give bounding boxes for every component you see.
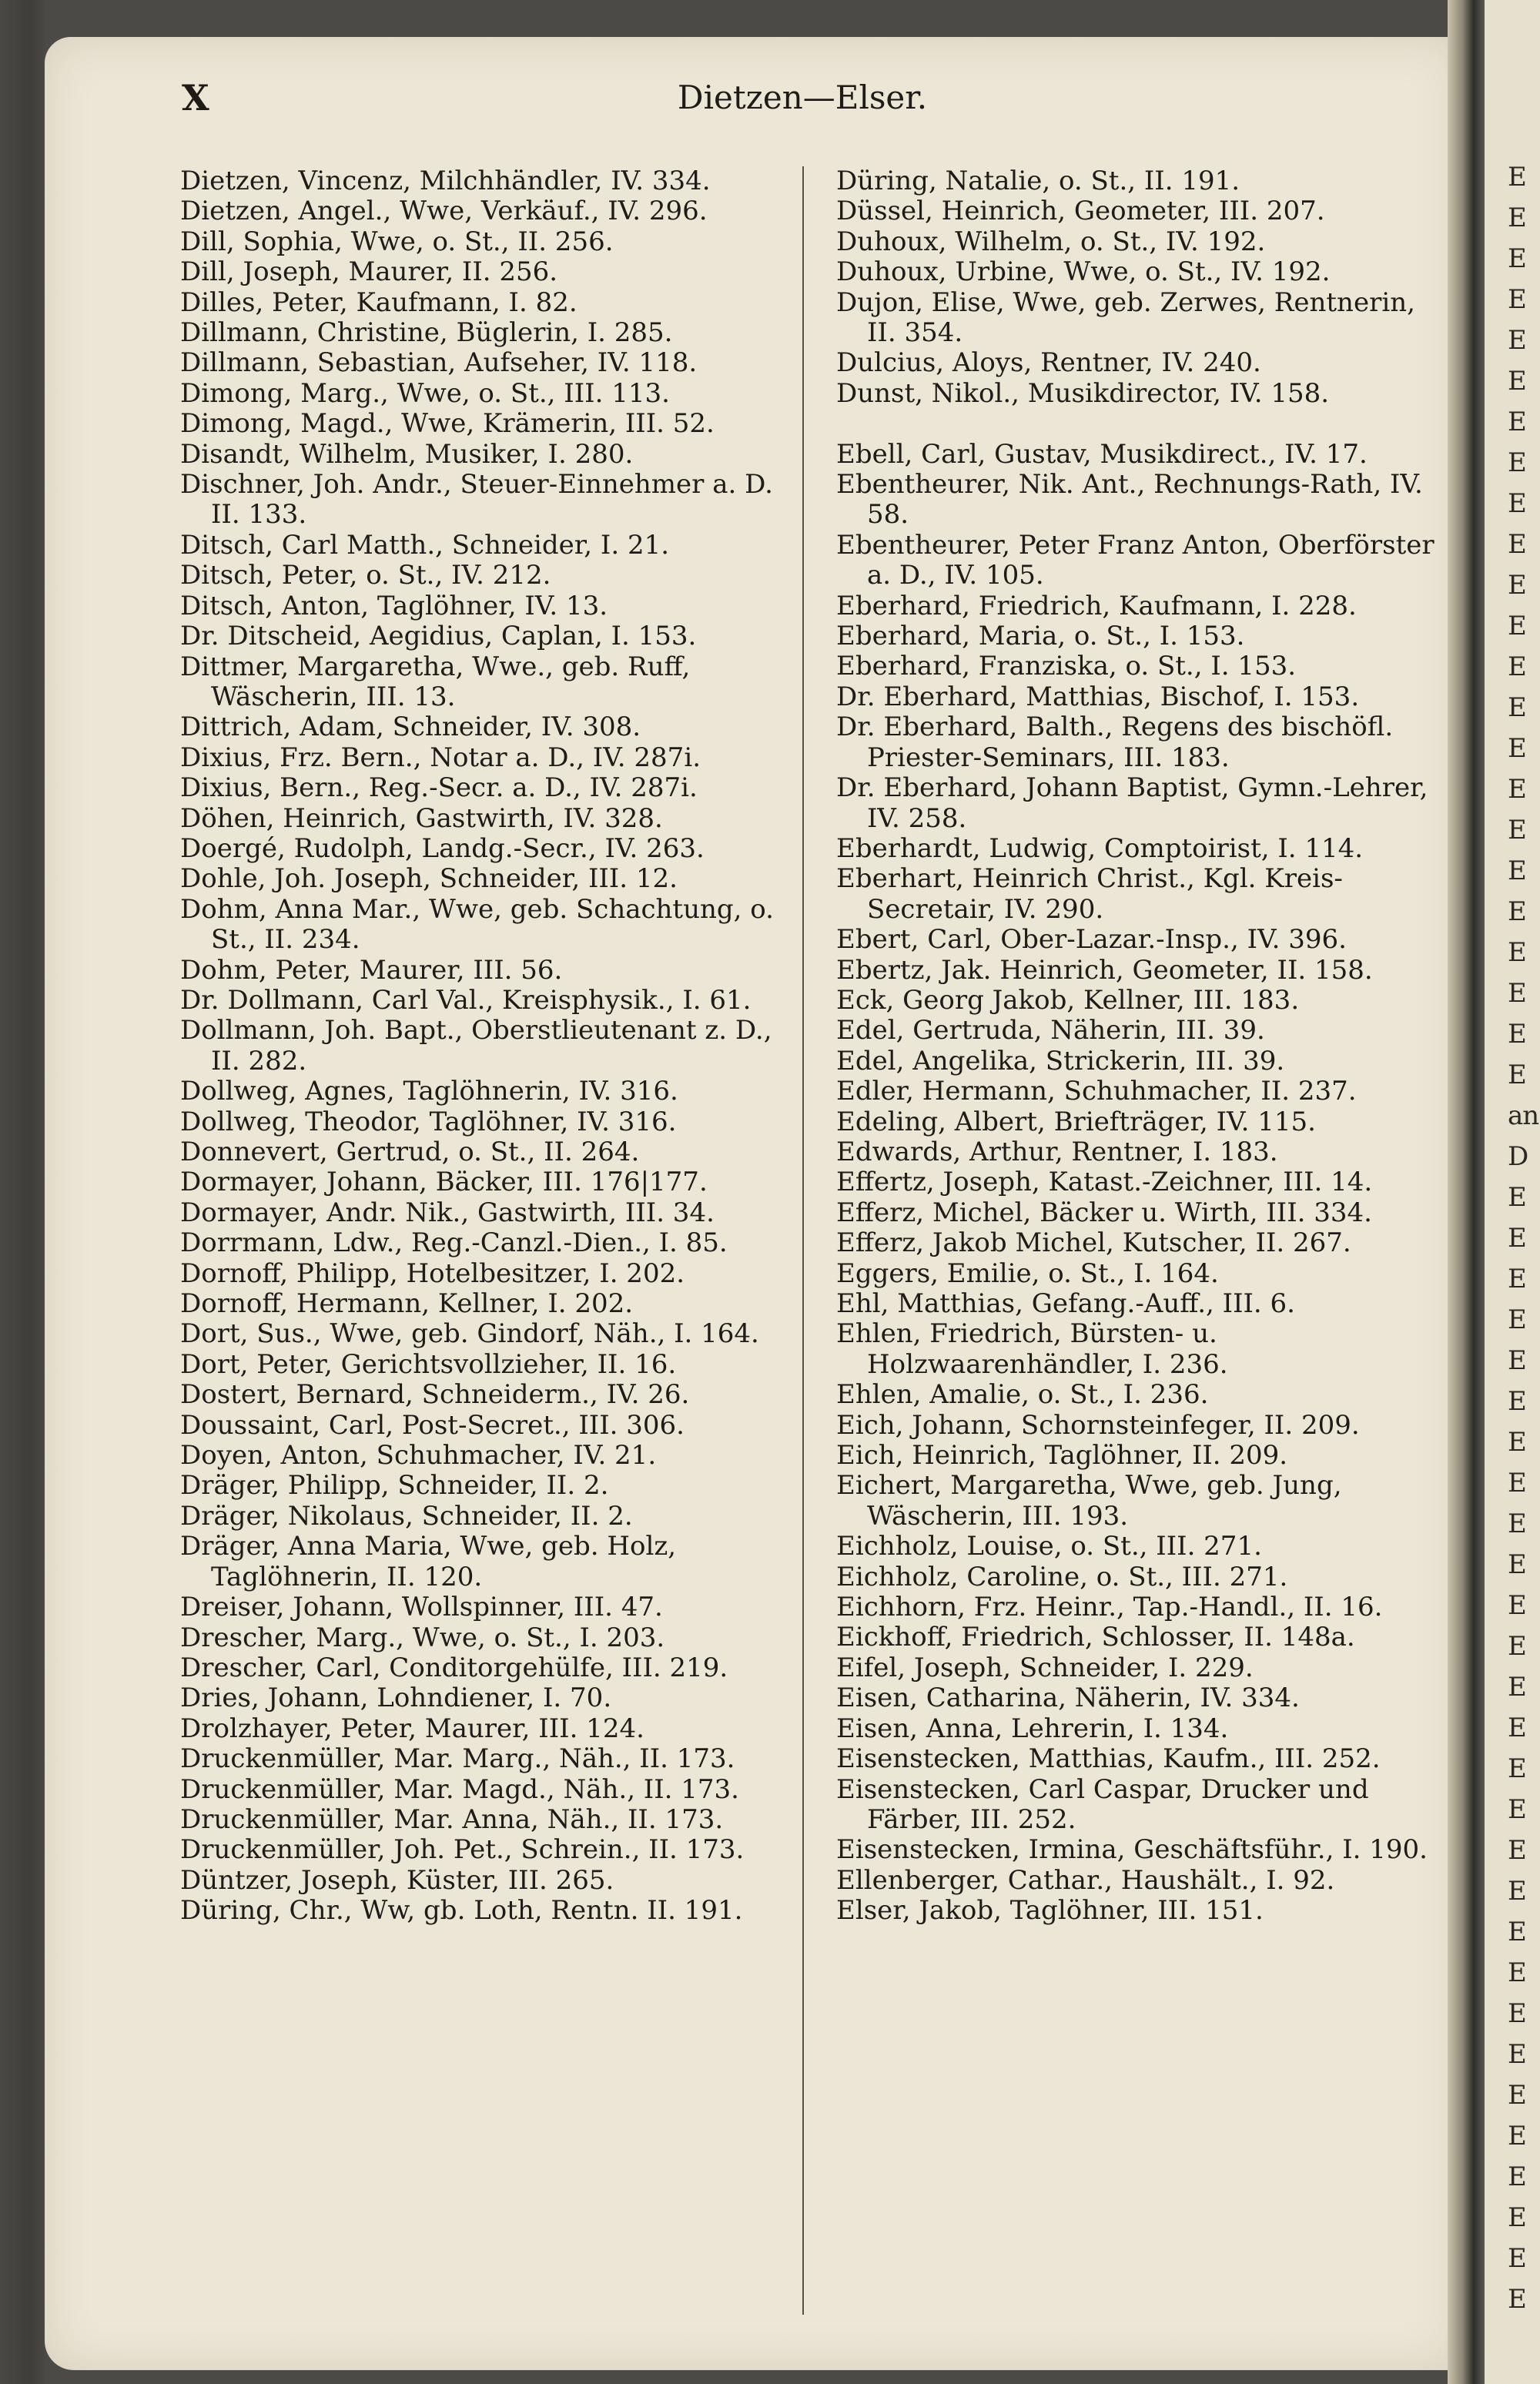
next-page-fragment: E bbox=[1508, 774, 1526, 805]
next-page-fragment: E bbox=[1508, 2202, 1526, 2233]
directory-entry: Dräger, Anna Maria, Wwe, geb. Holz, Taglöhnerin, II. 120. bbox=[180, 1532, 677, 1592]
directory-entry: Edwards, Arthur, Rentner, I. 183. bbox=[836, 1137, 1278, 1167]
directory-entry: Edeling, Albert, Briefträger, IV. 115. bbox=[836, 1107, 1316, 1137]
next-page-fragment: E bbox=[1508, 366, 1526, 397]
next-page-fragment: E bbox=[1508, 2080, 1526, 2111]
next-page-fragment: E bbox=[1508, 1508, 1526, 1539]
next-page-fragment: E bbox=[1508, 1304, 1526, 1335]
directory-entry: Eichholz, Caroline, o. St., III. 271. bbox=[836, 1562, 1288, 1592]
next-page-fragment: E bbox=[1508, 1957, 1526, 1988]
directory-entry: Düring, Chr., Ww, gb. Loth, Rentn. II. 191. bbox=[180, 1896, 743, 1927]
directory-entry: Dort, Sus., Wwe, geb. Gindorf, Näh., I. 164. bbox=[180, 1319, 759, 1350]
left-column bbox=[180, 166, 796, 1927]
next-page-fragment: D bbox=[1508, 1141, 1528, 1172]
directory-entry: Druckenmüller, Joh. Pet., Schrein., II. 173. bbox=[180, 1835, 745, 1866]
next-page-fragment: E bbox=[1508, 1631, 1526, 1662]
directory-entry: Dohm, Peter, Maurer, III. 56. bbox=[180, 955, 563, 986]
directory-entry: Ebell, Carl, Gustav, Musikdirect., IV. 17. bbox=[836, 439, 1368, 470]
next-page-fragment: E bbox=[1508, 243, 1526, 274]
directory-entry: Ebentheurer, Peter Franz Anton, Oberförster a. D., IV. 105. bbox=[836, 530, 1435, 591]
directory-entry: Ehl, Matthias, Gefang.-Auff., III. 6. bbox=[836, 1289, 1295, 1320]
directory-entry: Ebentheurer, Nik. Ant., Rechnungs-Rath, IV. 58. bbox=[836, 470, 1423, 531]
directory-entry: Dulcius, Aloys, Rentner, IV. 240. bbox=[836, 348, 1261, 379]
directory-entry: Eisenstecken, Carl Caspar, Drucker und Färber, III. 252. bbox=[836, 1774, 1369, 1835]
directory-entry: Eich, Johann, Schornsteinfeger, II. 209. bbox=[836, 1410, 1360, 1441]
directory-entry: Ditsch, Anton, Taglöhner, IV. 13. bbox=[180, 591, 608, 621]
directory-entry: Eberhart, Heinrich Christ., Kgl. Kreis-Secretair, IV. 290. bbox=[836, 864, 1343, 925]
directory-entry: Dillmann, Christine, Büglerin, I. 285. bbox=[180, 318, 673, 349]
directory-entry: Dorrmann, Ldw., Reg.-Canzl.-Dien., I. 85. bbox=[180, 1228, 728, 1259]
directory-entry: Dollweg, Agnes, Taglöhnerin, IV. 316. bbox=[180, 1076, 678, 1107]
next-page-fragment: E bbox=[1508, 2243, 1526, 2274]
directory-entry: Dostert, Bernard, Schneiderm., IV. 26. bbox=[180, 1380, 690, 1411]
directory-entry: Eichholz, Louise, o. St., III. 271. bbox=[836, 1532, 1262, 1562]
directory-entry: Elser, Jakob, Taglöhner, III. 151. bbox=[836, 1896, 1264, 1927]
directory-entry: Drescher, Carl, Conditorgehülfe, III. 219. bbox=[180, 1652, 728, 1683]
directory-entry: Eberhard, Maria, o. St., I. 153. bbox=[836, 621, 1245, 652]
next-page-fragment: an bbox=[1508, 1100, 1539, 1131]
directory-entry: Dohle, Joh. Joseph, Schneider, III. 12. bbox=[180, 864, 678, 895]
directory-entry: Ebert, Carl, Ober-Lazar.-Insp., IV. 396. bbox=[836, 925, 1347, 956]
next-page-fragment: E bbox=[1508, 1019, 1526, 1050]
directory-entry: Eifel, Joseph, Schneider, I. 229. bbox=[836, 1652, 1254, 1683]
directory-entry: Dietzen, Vincenz, Milchhändler, IV. 334. bbox=[180, 166, 711, 196]
book-gutter bbox=[1448, 0, 1485, 2384]
next-page-fragment: E bbox=[1508, 1549, 1526, 1580]
next-page-fragment: E bbox=[1508, 733, 1526, 764]
directory-entry: Düntzer, Joseph, Küster, III. 265. bbox=[180, 1865, 614, 1896]
directory-entry: Ehlen, Friedrich, Bürsten- u. Holzwaarenhändler, I. 236. bbox=[836, 1319, 1228, 1380]
directory-entry: Eisenstecken, Matthias, Kaufm., III. 252. bbox=[836, 1744, 1381, 1775]
next-page-fragment: E bbox=[1508, 1223, 1526, 1254]
next-page-fragment: E bbox=[1508, 162, 1526, 193]
directory-entry: Effertz, Joseph, Katast.-Zeichner, III. 14. bbox=[836, 1167, 1373, 1198]
directory-entry: Ellenberger, Cathar., Haushält., I. 92. bbox=[836, 1865, 1335, 1896]
directory-entry: Dornoff, Philipp, Hotelbesitzer, I. 202. bbox=[180, 1258, 685, 1289]
next-page-fragment: E bbox=[1508, 1386, 1526, 1417]
directory-entry: Ebertz, Jak. Heinrich, Geometer, II. 158. bbox=[836, 955, 1373, 986]
next-page-fragment: E bbox=[1508, 2284, 1526, 2315]
next-page-fragment: E bbox=[1508, 1427, 1526, 1458]
directory-entry: Eberhard, Franziska, o. St., I. 153. bbox=[836, 651, 1297, 682]
next-page-fragment: E bbox=[1508, 1835, 1526, 1866]
directory-entry: Dr. Ditscheid, Aegidius, Caplan, I. 153. bbox=[180, 621, 697, 652]
directory-entry: Eisenstecken, Irmina, Geschäftsführ., I. 190. bbox=[836, 1835, 1428, 1866]
next-page-fragment: E bbox=[1508, 1876, 1526, 1907]
directory-entry: Dräger, Nikolaus, Schneider, II. 2. bbox=[180, 1501, 633, 1532]
right-column-d-entries bbox=[836, 166, 1452, 409]
directory-entry: Doyen, Anton, Schuhmacher, IV. 21. bbox=[180, 1441, 657, 1472]
directory-entry: Dixius, Frz. Bern., Notar a. D., IV. 287i. bbox=[180, 742, 701, 773]
directory-entry: Dr. Dollmann, Carl Val., Kreisphysik., I. 61. bbox=[180, 985, 752, 1016]
directory-entry: Dornoff, Hermann, Kellner, I. 202. bbox=[180, 1289, 634, 1320]
directory-entry: Dort, Peter, Gerichtsvollzieher, II. 16. bbox=[180, 1349, 677, 1380]
directory-entry: Edel, Gertruda, Näherin, III. 39. bbox=[836, 1016, 1265, 1046]
directory-entry: Ehlen, Amalie, o. St., I. 236. bbox=[836, 1380, 1209, 1411]
next-page-fragment: E bbox=[1508, 692, 1526, 723]
directory-entry: Eichhorn, Frz. Heinr., Tap.-Handl., II. 16. bbox=[836, 1592, 1383, 1623]
directory-entry: Dimong, Magd., Wwe, Krämerin, III. 52. bbox=[180, 409, 715, 440]
next-page-fragment: E bbox=[1508, 937, 1526, 968]
next-page-fragment: E bbox=[1508, 1590, 1526, 1621]
next-page-fragment: E bbox=[1508, 1345, 1526, 1376]
column-rule bbox=[802, 166, 804, 2315]
next-page-fragment: E bbox=[1508, 1794, 1526, 1825]
directory-entry: Dixius, Bern., Reg.-Secr. a. D., IV. 287i. bbox=[180, 773, 698, 804]
directory-entry: Donnevert, Gertrud, o. St., II. 264. bbox=[180, 1137, 640, 1167]
directory-entry: Dill, Joseph, Maurer, II. 256. bbox=[180, 257, 558, 288]
next-page-fragment: E bbox=[1508, 447, 1526, 478]
directory-entry: Eisen, Anna, Lehrerin, I. 134. bbox=[836, 1713, 1229, 1744]
next-page-fragment: E bbox=[1508, 1672, 1526, 1703]
directory-entry: Dormayer, Johann, Bäcker, III. 176|177. bbox=[180, 1167, 708, 1198]
next-page-fragment: E bbox=[1508, 529, 1526, 560]
directory-entry: Dunst, Nikol., Musikdirector, IV. 158. bbox=[836, 378, 1330, 409]
next-page-fragment: E bbox=[1508, 896, 1526, 927]
directory-entry: Duhoux, Wilhelm, o. St., IV. 192. bbox=[836, 226, 1266, 257]
directory-entry: Döhen, Heinrich, Gastwirth, IV. 328. bbox=[180, 803, 663, 834]
next-page-fragment: E bbox=[1508, 2161, 1526, 2192]
next-page-fragment: E bbox=[1508, 815, 1526, 845]
next-page-fragment: E bbox=[1508, 1264, 1526, 1294]
next-page-fragment: E bbox=[1508, 1753, 1526, 1784]
directory-entry: Ditsch, Peter, o. St., IV. 212. bbox=[180, 561, 551, 591]
next-page-fragment: E bbox=[1508, 284, 1526, 315]
directory-entry: Dr. Eberhard, Matthias, Bischof, I. 153. bbox=[836, 681, 1360, 712]
directory-entry: Eich, Heinrich, Taglöhner, II. 209. bbox=[836, 1441, 1288, 1472]
directory-entry: Disandt, Wilhelm, Musiker, I. 280. bbox=[180, 439, 634, 470]
directory-entry: Dollmann, Joh. Bapt., Oberstlieutenant z. D., II. 282. bbox=[180, 1016, 772, 1076]
next-page-fragment: E bbox=[1508, 1998, 1526, 2029]
running-head bbox=[179, 77, 1426, 123]
directory-entry: Druckenmüller, Mar. Anna, Näh., II. 173. bbox=[180, 1804, 724, 1835]
directory-entry: Dormayer, Andr. Nik., Gastwirth, III. 34. bbox=[180, 1197, 715, 1228]
next-page-fragment: E bbox=[1508, 2039, 1526, 2070]
next-page-fragment: E bbox=[1508, 203, 1526, 233]
directory-entry: Doergé, Rudolph, Landg.-Secr., IV. 263. bbox=[180, 833, 705, 864]
directory-entry: Drolzhayer, Peter, Maurer, III. 124. bbox=[180, 1713, 644, 1744]
page-number: X bbox=[182, 77, 209, 119]
next-page-fragment: E bbox=[1508, 1182, 1526, 1213]
directory-entry: Eberhardt, Ludwig, Comptoirist, I. 114. bbox=[836, 833, 1364, 864]
right-column bbox=[836, 166, 1452, 1927]
directory-entry: Eck, Georg Jakob, Kellner, III. 183. bbox=[836, 985, 1300, 1016]
directory-entry: Dimong, Marg., Wwe, o. St., III. 113. bbox=[180, 378, 670, 409]
directory-entry: Duhoux, Urbine, Wwe, o. St., IV. 192. bbox=[836, 257, 1331, 288]
directory-entry: Edel, Angelika, Strickerin, III. 39. bbox=[836, 1046, 1285, 1076]
next-page-fragment: E bbox=[1508, 978, 1526, 1009]
page-title: Dietzen—Elser. bbox=[677, 79, 928, 116]
next-page-fragment: E bbox=[1508, 1060, 1526, 1090]
next-page-fragment: E bbox=[1508, 2121, 1526, 2151]
section-gap bbox=[836, 409, 1452, 439]
next-page-fragment: E bbox=[1508, 651, 1526, 682]
next-page-fragment: E bbox=[1508, 1713, 1526, 1743]
next-page-fragment: E bbox=[1508, 1917, 1526, 1947]
directory-entry: Dietzen, Angel., Wwe, Verkäuf., IV. 296. bbox=[180, 196, 708, 227]
right-column-e-entries bbox=[836, 440, 1452, 1927]
directory-entry: Efferz, Michel, Bäcker u. Wirth, III. 334. bbox=[836, 1197, 1372, 1228]
next-page-fragment: E bbox=[1508, 407, 1526, 437]
next-page-fragment: E bbox=[1508, 611, 1526, 641]
next-page-fragment: E bbox=[1508, 325, 1526, 356]
directory-entry: Eickhoff, Friedrich, Schlosser, II. 148a. bbox=[836, 1622, 1355, 1653]
directory-entry: Dries, Johann, Lohndiener, I. 70. bbox=[180, 1683, 612, 1714]
next-page-fragment: E bbox=[1508, 488, 1526, 519]
directory-entry: Dr. Eberhard, Balth., Regens des bischöfl. Priester-Seminars, III. 183. bbox=[836, 712, 1394, 773]
directory-entry: Eisen, Catharina, Näherin, IV. 334. bbox=[836, 1683, 1300, 1714]
directory-entry: Dischner, Joh. Andr., Steuer-Einnehmer a. D. II. 133. bbox=[180, 470, 773, 531]
directory-entry: Dilles, Peter, Kaufmann, I. 82. bbox=[180, 287, 578, 318]
directory-entry: Dill, Sophia, Wwe, o. St., II. 256. bbox=[180, 226, 614, 257]
directory-entry: Düssel, Heinrich, Geometer, III. 207. bbox=[836, 196, 1325, 227]
directory-entry: Dr. Eberhard, Johann Baptist, Gymn.-Lehrer, IV. 258. bbox=[836, 773, 1428, 834]
directory-entry: Dollweg, Theodor, Taglöhner, IV. 316. bbox=[180, 1107, 677, 1137]
directory-entry: Drescher, Marg., Wwe, o. St., I. 203. bbox=[180, 1622, 665, 1653]
directory-entry: Druckenmüller, Mar. Magd., Näh., II. 173. bbox=[180, 1774, 739, 1805]
directory-entry: Ditsch, Carl Matth., Schneider, I. 21. bbox=[180, 530, 670, 561]
directory-entry: Druckenmüller, Mar. Marg., Näh., II. 173. bbox=[180, 1744, 735, 1775]
directory-entry: Dohm, Anna Mar., Wwe, geb. Schachtung, o. St., II. 234. bbox=[180, 894, 774, 956]
directory-entry: Eberhard, Friedrich, Kaufmann, I. 228. bbox=[836, 591, 1357, 621]
next-page-fragment: E bbox=[1508, 855, 1526, 886]
directory-entry: Dujon, Elise, Wwe, geb. Zerwes, Rentnerin, II. 354. bbox=[836, 287, 1415, 349]
directory-entry: Eggers, Emilie, o. St., I. 164. bbox=[836, 1258, 1219, 1289]
directory-entry: Düring, Natalie, o. St., II. 191. bbox=[836, 166, 1240, 196]
directory-entry: Doussaint, Carl, Post-Secret., III. 306. bbox=[180, 1410, 685, 1441]
next-page-edge bbox=[1485, 0, 1540, 2384]
directory-entry: Efferz, Jakob Michel, Kutscher, II. 267. bbox=[836, 1228, 1351, 1259]
next-page-fragment: E bbox=[1508, 570, 1526, 601]
directory-entry: Edler, Hermann, Schuhmacher, II. 237. bbox=[836, 1076, 1357, 1107]
directory-entry: Dräger, Philipp, Schneider, II. 2. bbox=[180, 1471, 609, 1502]
directory-entry: Eichert, Margaretha, Wwe, geb. Jung, Wäscherin, III. 193. bbox=[836, 1471, 1342, 1532]
directory-entry: Dillmann, Sebastian, Aufseher, IV. 118. bbox=[180, 348, 698, 379]
directory-entry: Dreiser, Johann, Wollspinner, III. 47. bbox=[180, 1592, 663, 1623]
directory-entry: Dittrich, Adam, Schneider, IV. 308. bbox=[180, 712, 641, 743]
directory-entry: Dittmer, Margaretha, Wwe., geb. Ruff, Wäscherin, III. 13. bbox=[180, 651, 691, 712]
next-page-fragment: E bbox=[1508, 1468, 1526, 1498]
